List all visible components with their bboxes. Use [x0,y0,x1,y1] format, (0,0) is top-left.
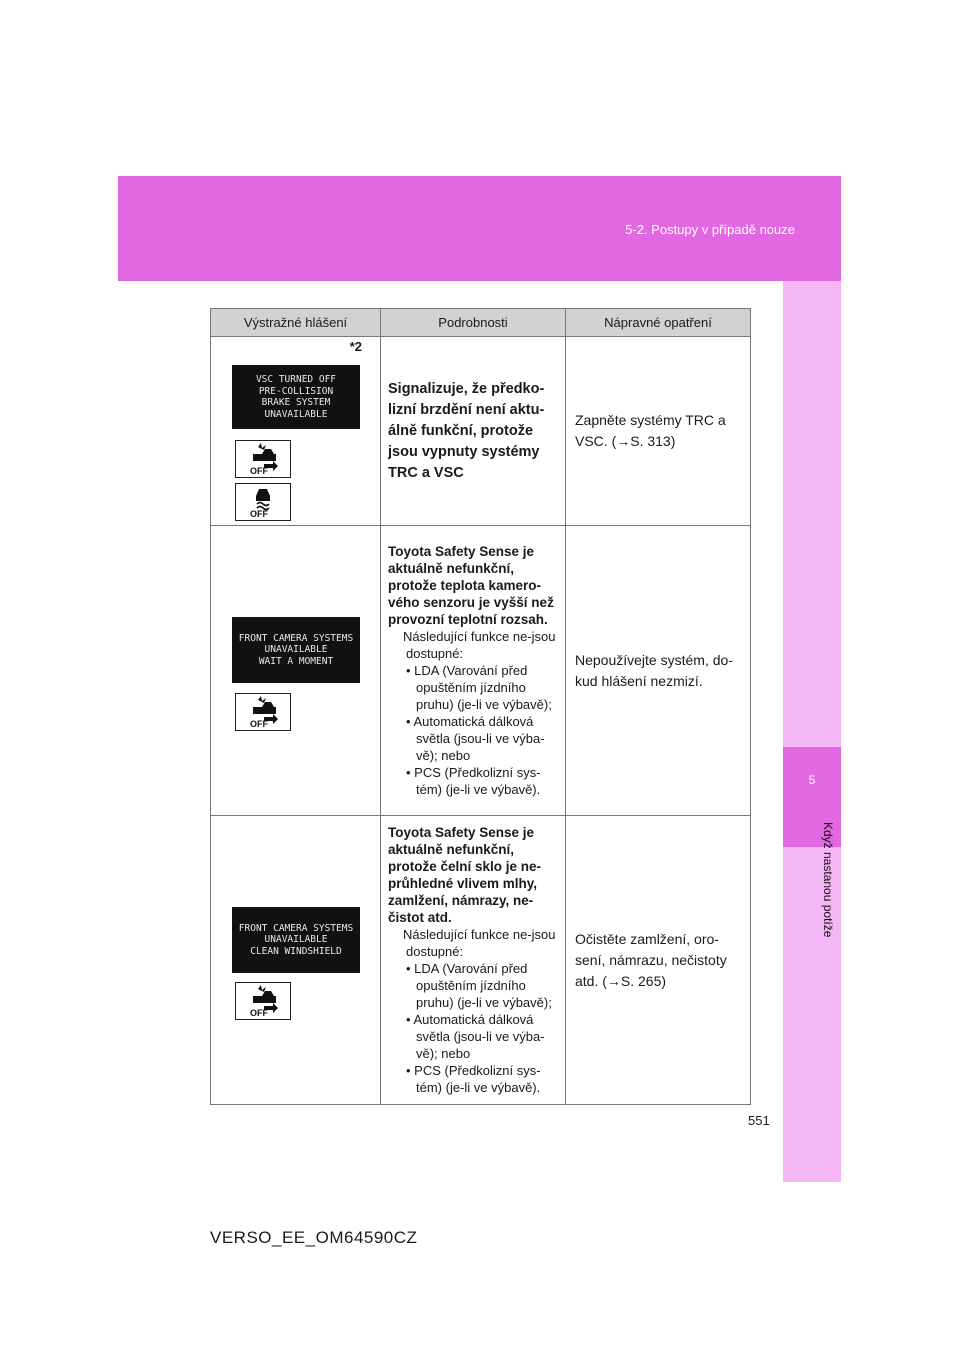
action-text: Očistěte zamlžení, oro-sení, námrazu, nečistoty atd. (→S. 265) [575,930,727,989]
list-item: • PCS (Předkolizní sys-tém) (je-li ve výbavě). [406,765,541,797]
column-header-warning: Výstražné hlášení [211,309,381,337]
display-message: VSC TURNED OFF PRE-COLLISION BRAKE SYSTEM UNAVAILABLE [232,365,360,429]
display-message: FRONT CAMERA SYSTEMS UNAVAILABLE CLEAN WINDSHIELD [232,907,360,973]
details-text: Toyota Safety Sense je aktuálně nefunkční, protože čelní sklo je ne-průhledné vlivem mlhy, zamlžení, námrazy, ne-čistot atd. [388,825,542,925]
vsc-off-icon: OFF [235,483,291,521]
warning-cell [211,337,381,526]
list-item: • PCS (Předkolizní sys-tém) (je-li ve výbavě). [406,1063,541,1095]
table-row [211,337,751,526]
section-number: 5 [808,773,816,787]
warning-message-table [210,308,751,1105]
details-text: Signalizuje, že předko-lizní brzdění není aktu-álně funkční, protože jsou vypnuty systémy TRC a VSC [388,380,545,481]
details-intro: Následující funkce ne-jsou dostupné: [403,629,556,661]
column-header-action: Nápravné opatření [566,309,751,337]
chapter-title: 5-2. Postupy v případě nouze [625,222,795,237]
page-number: 551 [748,1113,770,1128]
list-item: • LDA (Varování před opuštěním jízdního pruhu) (je-li ve výbavě); [406,663,552,712]
action-text: Zapněte systémy TRC a VSC. (→S. 313) [575,412,726,449]
action-cell [566,337,751,526]
list-item: • LDA (Varování před opuštěním jízdního pruhu) (je-li ve výbavě); [406,961,552,1010]
side-band-upper [783,281,841,747]
footnote-marker: *2 [349,339,362,354]
document-code: VERSO_EE_OM64590CZ [210,1228,418,1247]
display-message: FRONT CAMERA SYSTEMS UNAVAILABLE WAIT A MOMENT [232,617,360,683]
table-header-row [211,309,751,337]
table-row [211,526,751,816]
action-cell [566,816,751,1105]
column-header-details: Podrobnosti [381,309,566,337]
table-row [211,816,751,1105]
details-text: Toyota Safety Sense je aktuálně nefunkční, protože teplota kamero-vého senzoru je vyšší než provozní teplotní rozsah. [388,544,554,627]
unavailable-functions-list [388,960,560,1096]
unavailable-functions-list [388,662,560,798]
pre-collision-off-icon: OFF [235,440,291,478]
details-cell [381,337,566,526]
warning-cell [211,816,381,1105]
list-item: • Automatická dálková světla (jsou-li ve výba-vě); nebo [406,1012,545,1061]
action-text: Nepoužívejte systém, do-kud hlášení nezmizí. [575,651,733,689]
details-cell [381,816,566,1105]
details-cell [381,526,566,816]
details-intro: Následující funkce ne-jsou dostupné: [403,927,556,959]
action-cell [566,526,751,816]
pre-collision-off-icon: OFF [235,982,291,1020]
list-item: • Automatická dálková světla (jsou-li ve výba-vě); nebo [406,714,545,763]
pre-collision-off-icon: OFF [235,693,291,731]
chapter-header-band [118,176,841,281]
warning-cell [211,526,381,816]
section-title: Když nastanou potíže [821,822,835,938]
